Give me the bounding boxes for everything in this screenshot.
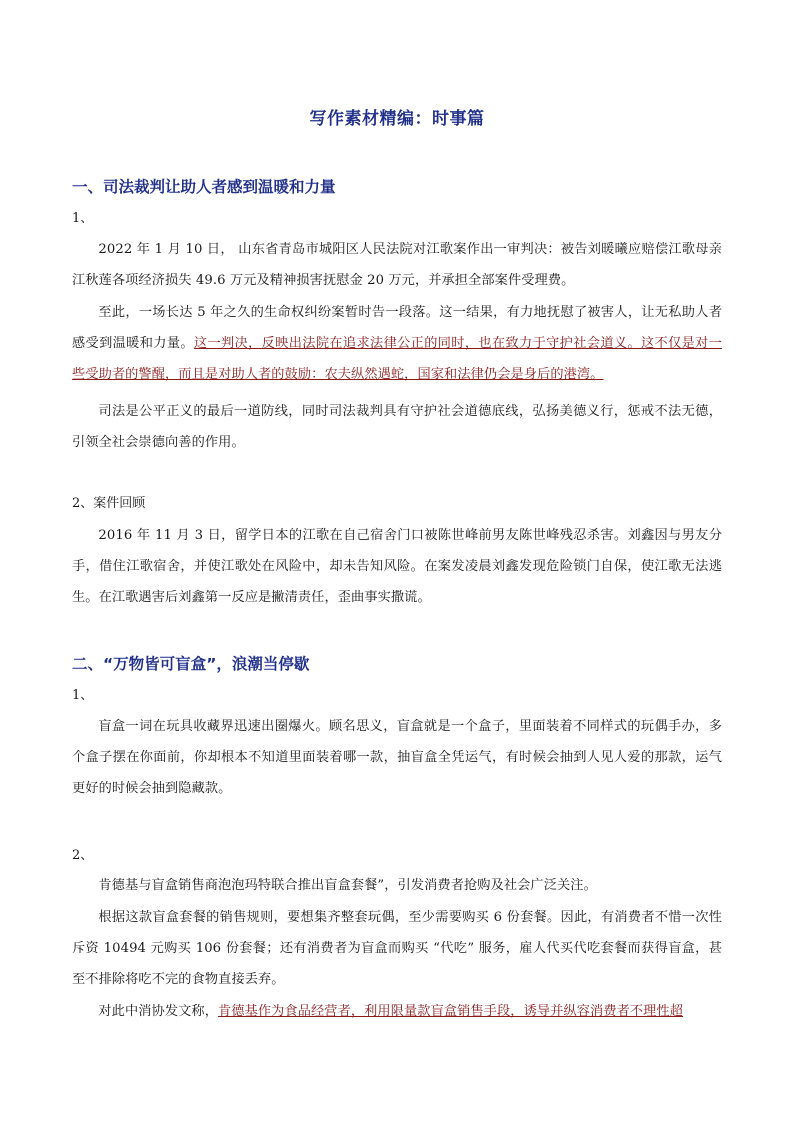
section-2-highlight-quote: 肯德基作为食品经营者，利用限量款盲盒销售手段，诱导并纵容消费者不理性超 bbox=[217, 1004, 684, 1019]
section-1-item-2-label: 2、案件回顾 bbox=[72, 496, 146, 511]
section-2-paragraph-1: 盲盒一词在玩具收藏界迅速出圈爆火。顾名思义，盲盒就是一个盒子，里面装着不同样式的玩偶手办，多个盒子摆在你面前，你却根本不知道里面装着哪一款，抽盲盒全凭运气，有时候会抽到人见人爱的那款，运气更好的时候会抽到隐藏款。 bbox=[72, 719, 722, 796]
section-2-item-1-label: 1、 bbox=[72, 688, 94, 703]
section-2-paragraph-4-text: 对此中消协发文称， bbox=[98, 1004, 218, 1019]
section-1-paragraph-3: 司法是公平正义的最后一道防线，同时司法裁判具有守护社会道德底线，弘扬美德义行，惩戒不法无德，引领全社会崇德向善的作用。 bbox=[72, 404, 722, 450]
section-1-heading: 一、司法裁判让助人者感到温暖和力量 bbox=[72, 178, 336, 196]
section-1-paragraph-2 bbox=[72, 297, 722, 390]
section-1-paragraph-1: 2022 年 1 月 10 日， 山东省青岛市城阳区人民法院对江歌案作出一审判决：被告刘暖曦应赔偿江歌母亲江秋莲各项经济损失 49.6 万元及精神损害抚慰金 20 万元，并承担全部案件受理费。 bbox=[72, 242, 722, 288]
page-title: 写作素材精编：时事篇 bbox=[309, 109, 485, 129]
section-1-paragraph-4: 2016 年 11 月 3 日，留学日本的江歌在自己宿舍门口被陈世峰前男友陈世峰残忍杀害。刘鑫因与男友分手，借住江歌宿舍，并使江歌处在风险中，却未告知风险。在案发凌晨刘鑫发现危险锁门自保，使江歌无法逃生。在江歌遇害后刘鑫第一反应是撇清责任，歪曲事实撒谎。 bbox=[72, 528, 722, 605]
section-2-item-2-label: 2、 bbox=[72, 848, 94, 863]
section-1-paragraph-2-text: 至此，一场长达 5 年之久的生命权纠纷案暂时告一段落。这一结果，有力地抚慰了被害人，让无私助人者感受到温暖和力量。 bbox=[72, 305, 722, 351]
section-2-paragraph-2: 肯德基与盲盒销售商泡泡玛特联合推出盲盒套餐”，引发消费者抢购及社会广泛关注。 bbox=[98, 878, 597, 893]
section-2-heading: 二、“万物皆可盲盒”，浪潮当停歇 bbox=[72, 655, 310, 673]
section-2-paragraph-3: 根据这款盲盒套餐的销售规则，要想集齐整套玩偶，至少需要购买 6 份套餐。因此，有消费者不惜一次性斥资 10494 元购买 106 份套餐；还有消费者为盲盒而购买 “代吃” 服务，雇人代买代吃套餐而获得盲盒，甚至不排除将吃不完的食物直接丢弃。 bbox=[72, 910, 722, 987]
section-1-item-1-label: 1、 bbox=[72, 211, 94, 226]
section-2-paragraph-4 bbox=[72, 996, 722, 1027]
section-1-highlight-quote: 这一判决，反映出法院在追求法律公正的同时，也在致力于守护社会道义。这不仅是对一些受助者的警醒，而且是对助人者的鼓励：农夫纵然遇蛇，国家和法律仍会是身后的港湾。 bbox=[72, 336, 722, 382]
